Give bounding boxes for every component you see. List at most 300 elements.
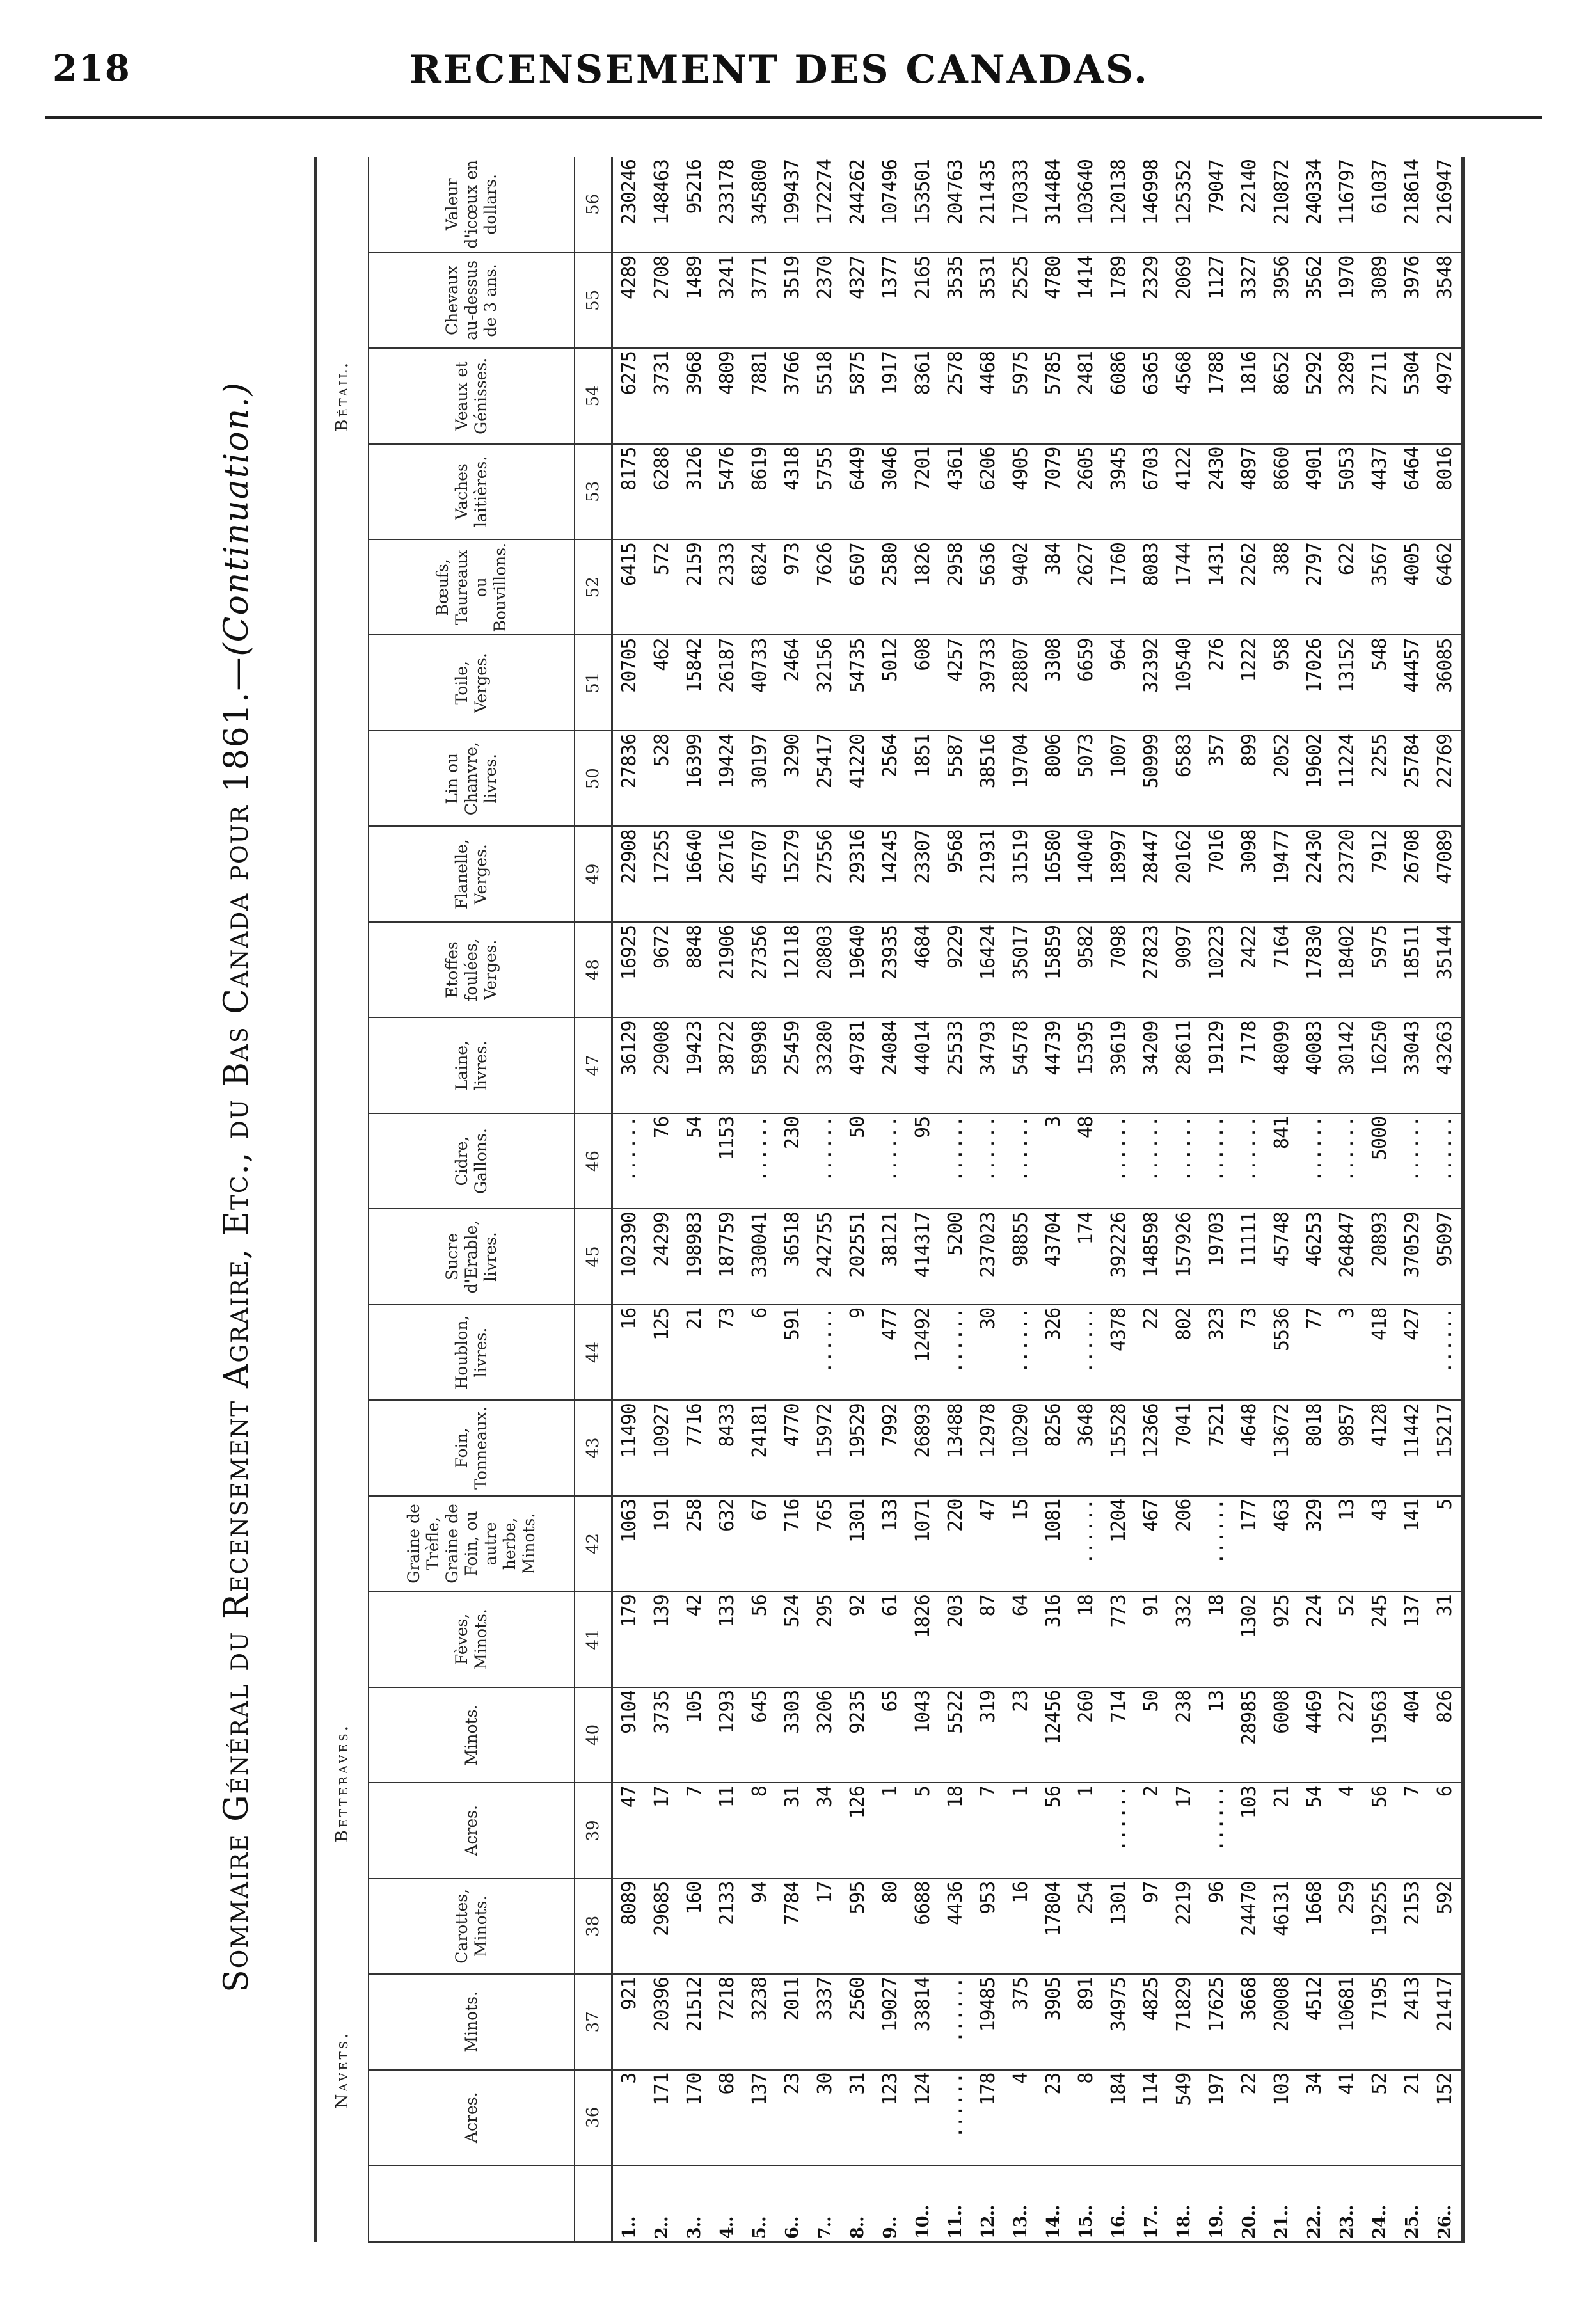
table-cell: 477 [874, 1305, 907, 1400]
table-row [841, 157, 874, 2242]
table-cell: 2430 [1200, 444, 1233, 539]
table-cell: 8619 [743, 444, 776, 539]
table-cell: ...... [939, 1974, 972, 2069]
row-label: 14.. [1037, 2165, 1070, 2242]
table-cell: 1081 [1037, 1496, 1070, 1591]
table-cell: 8256 [1037, 1400, 1070, 1495]
table-cell: 105 [678, 1687, 711, 1783]
table-cell: 16250 [1363, 1017, 1396, 1113]
table-cell: 30 [809, 2070, 841, 2165]
row-label: 16.. [1102, 2165, 1135, 2242]
table-cell: 26708 [1396, 826, 1429, 921]
table-cell: 40083 [1298, 1017, 1331, 1113]
table-cell: 11224 [1331, 731, 1363, 826]
table-cell: 8 [743, 1783, 776, 1878]
table-row [1233, 157, 1266, 2242]
table-cell: 5304 [1396, 348, 1429, 443]
table-cell: 133 [711, 1591, 743, 1687]
column-header-41: Fèves, Minots. [369, 1591, 575, 1687]
table-row [1168, 157, 1200, 2242]
table-cell: 925 [1266, 1591, 1298, 1687]
table-cell: 10927 [646, 1400, 678, 1495]
table-cell: 18 [939, 1783, 972, 1878]
table-cell: 7 [678, 1783, 711, 1878]
table-cell: 3337 [809, 1974, 841, 2069]
table-cell: 375 [1004, 1974, 1037, 2069]
table-cell: 32392 [1135, 635, 1168, 731]
table-cell: 16580 [1037, 826, 1070, 921]
row-label: 5.. [743, 2165, 776, 2242]
column-header-37: Minots. [369, 1974, 575, 2069]
table-cell: 7784 [776, 1879, 809, 1974]
table-cell: 21512 [678, 1974, 711, 2069]
table-cell: 4318 [776, 444, 809, 539]
table-cell: 198983 [678, 1209, 711, 1304]
table-row [874, 157, 907, 2242]
table-cell: 19529 [841, 1400, 874, 1495]
table-cell: 6365 [1135, 348, 1168, 443]
table-cell: 25533 [939, 1017, 972, 1113]
table-cell: ...... [1396, 1113, 1429, 1209]
table-cell: 3 [612, 2070, 646, 2165]
group-betteraves: Betteraves. [315, 1687, 369, 1879]
table-cell: 42 [678, 1591, 711, 1687]
table-cell: 891 [1070, 1974, 1102, 2069]
table-cell: 572 [646, 539, 678, 635]
table-cell: 16 [612, 1305, 646, 1400]
column-label-row [369, 157, 575, 2242]
table-cell: 8006 [1037, 731, 1070, 826]
table-cell: 11442 [1396, 1400, 1429, 1495]
table-cell: 48099 [1266, 1017, 1298, 1113]
table-cell: 203 [939, 1591, 972, 1687]
table-cell: 622 [1331, 539, 1363, 635]
table-cell: 2627 [1070, 539, 1102, 635]
table-cell: 45748 [1266, 1209, 1298, 1304]
column-number-50: 50 [575, 731, 612, 826]
table-cell: 30142 [1331, 1017, 1363, 1113]
page-number: 218 [52, 47, 131, 90]
table-cell: 7521 [1200, 1400, 1233, 1495]
table-cell: ...... [1168, 1113, 1200, 1209]
table-cell: 46253 [1298, 1209, 1331, 1304]
column-header-42: Graine de Trèfle, Graine de Foin, ou autre herbe, Minots. [369, 1496, 575, 1591]
table-cell: 44739 [1037, 1017, 1070, 1113]
table-cell: 25784 [1396, 731, 1429, 826]
table-cell: 211435 [972, 157, 1004, 253]
table-cell: 19602 [1298, 731, 1331, 826]
table-cell: 3519 [776, 253, 809, 348]
table-cell: 139 [646, 1591, 678, 1687]
table-cell: ...... [1200, 1783, 1233, 1878]
table-cell: 22 [1233, 2070, 1266, 2165]
table-cell: 12492 [907, 1305, 939, 1400]
table-cell: 16424 [972, 922, 1004, 1017]
table-cell: 3206 [809, 1687, 841, 1783]
table-row [1363, 157, 1396, 2242]
table-cell: 206 [1168, 1496, 1200, 1591]
table-cell: 34975 [1102, 1974, 1135, 2069]
table-cell: 5053 [1331, 444, 1363, 539]
table-row [1396, 157, 1429, 2242]
table-cell: 30197 [743, 731, 776, 826]
table-row [809, 157, 841, 2242]
table-cell: 34793 [972, 1017, 1004, 1113]
table-cell: 21 [678, 1305, 711, 1400]
table-cell: 2262 [1233, 539, 1266, 635]
table-cell: 3241 [711, 253, 743, 348]
table-cell: 463 [1266, 1496, 1298, 1591]
table-cell: 41220 [841, 731, 874, 826]
row-label: 8.. [841, 2165, 874, 2242]
table-cell: 13488 [939, 1400, 972, 1495]
table-cell: 6206 [972, 444, 1004, 539]
table-cell: 645 [743, 1687, 776, 1783]
column-number-49: 49 [575, 826, 612, 921]
table-cell: 91 [1135, 1591, 1168, 1687]
table-cell: 12978 [972, 1400, 1004, 1495]
table-cell: 47 [972, 1496, 1004, 1591]
table-cell: 79047 [1200, 157, 1233, 253]
table-cell: 3098 [1233, 826, 1266, 921]
table-cell: 316 [1037, 1591, 1070, 1687]
column-header-40: Minots. [369, 1687, 575, 1783]
table-cell: 160 [678, 1879, 711, 1974]
column-number-54: 54 [575, 348, 612, 443]
table-cell: 3290 [776, 731, 809, 826]
table-cell: 7992 [874, 1400, 907, 1495]
table-cell: 18997 [1102, 826, 1135, 921]
table-cell: 15 [1004, 1496, 1037, 1591]
table-cell: 171 [646, 2070, 678, 2165]
table-cell: 28611 [1168, 1017, 1200, 1113]
table-cell: 6275 [612, 348, 646, 443]
running-title: RECENSEMENT DES CANADAS. [409, 47, 1149, 92]
table-row [972, 157, 1004, 2242]
table-cell: 4361 [939, 444, 972, 539]
table-cell: ...... [1331, 1113, 1363, 1209]
table-row [711, 157, 743, 2242]
table-cell: 64 [1004, 1591, 1037, 1687]
table-row [1298, 157, 1331, 2242]
table-cell: 148598 [1135, 1209, 1168, 1304]
table-cell: 9672 [646, 922, 678, 1017]
table-cell: 103 [1266, 2070, 1298, 2165]
row-label: 25.. [1396, 2165, 1429, 2242]
table-cell: 9104 [612, 1687, 646, 1783]
table-cell: ...... [1102, 1113, 1135, 1209]
table-cell: 2052 [1266, 731, 1298, 826]
table-cell: 40733 [743, 635, 776, 731]
table-cell: ...... [1070, 1496, 1102, 1591]
table-cell: 233178 [711, 157, 743, 253]
table-cell: 120138 [1102, 157, 1135, 253]
column-header-54: Veaux et Génisses. [369, 348, 575, 443]
row-label: 7.. [809, 2165, 841, 2242]
table-cell: 36129 [612, 1017, 646, 1113]
table-cell: 7218 [711, 1974, 743, 2069]
table-cell: 2422 [1233, 922, 1266, 1017]
table-cell: 157926 [1168, 1209, 1200, 1304]
table-cell: 314484 [1037, 157, 1070, 253]
table-cell: 4825 [1135, 1974, 1168, 2069]
table-cell: 15217 [1429, 1400, 1463, 1495]
table-cell: 27823 [1135, 922, 1168, 1017]
table-cell: 125352 [1168, 157, 1200, 253]
table-cell: 258 [678, 1496, 711, 1591]
table-cell: 21906 [711, 922, 743, 1017]
table-cell: 2 [1135, 1783, 1168, 1878]
table-cell: 8848 [678, 922, 711, 1017]
table-cell: 8433 [711, 1400, 743, 1495]
column-number-45: 45 [575, 1209, 612, 1304]
table-cell: 61 [874, 1591, 907, 1687]
table-cell: 1826 [907, 1591, 939, 1687]
column-number-43: 43 [575, 1400, 612, 1495]
table-cell: 4436 [939, 1879, 972, 1974]
table-cell: 6462 [1429, 539, 1463, 635]
table-cell: 148463 [646, 157, 678, 253]
table-cell: 14040 [1070, 826, 1102, 921]
table-cell: 8361 [907, 348, 939, 443]
table-cell: 16399 [678, 731, 711, 826]
table-row [776, 157, 809, 2242]
table-cell: 20396 [646, 1974, 678, 2069]
table-cell: 2069 [1168, 253, 1200, 348]
table-cell: 4289 [612, 253, 646, 348]
table-cell: 10290 [1004, 1400, 1037, 1495]
table-cell: 4469 [1298, 1687, 1331, 1783]
table-cell: 50 [841, 1113, 874, 1209]
table-cell: 29685 [646, 1879, 678, 1974]
table-cell: 12118 [776, 922, 809, 1017]
group-header-row [315, 157, 369, 2242]
table-cell: 3 [1037, 1113, 1070, 1209]
table-cell: 1071 [907, 1496, 939, 1591]
table-cell: 6008 [1266, 1687, 1298, 1783]
table-cell: 1302 [1233, 1591, 1266, 1687]
table-cell: 31 [1429, 1591, 1463, 1687]
table-cell: 3 [1331, 1305, 1363, 1400]
table-cell: 95 [907, 1113, 939, 1209]
column-header-45: Sucre d'Erable, livres. [369, 1209, 575, 1304]
table-cell: 19255 [1363, 1879, 1396, 1974]
table-cell: 1301 [1102, 1879, 1135, 1974]
table-cell: 19027 [874, 1974, 907, 2069]
table-cell: 591 [776, 1305, 809, 1400]
column-number-48: 48 [575, 922, 612, 1017]
table-cell: 9 [841, 1305, 874, 1400]
table-cell: 3968 [678, 348, 711, 443]
table-cell: 102390 [612, 1209, 646, 1304]
table-cell: 18511 [1396, 922, 1429, 1017]
column-number-row [575, 157, 612, 2242]
table-cell: 345800 [743, 157, 776, 253]
table-cell: 67 [743, 1496, 776, 1591]
table-cell: 19424 [711, 731, 743, 826]
column-number-53: 53 [575, 444, 612, 539]
table-cell: 4648 [1233, 1400, 1266, 1495]
table-cell: 5636 [972, 539, 1004, 635]
table-cell: 548 [1363, 635, 1396, 731]
table-cell: 5518 [809, 348, 841, 443]
table-cell: 41 [1331, 2070, 1363, 2165]
table-cell: 1204 [1102, 1496, 1135, 1591]
table-cell: 54 [1298, 1783, 1331, 1878]
table-cell: 43263 [1429, 1017, 1463, 1113]
table-cell: 12456 [1037, 1687, 1070, 1783]
table-cell: 1153 [711, 1113, 743, 1209]
table-cell: 1 [1004, 1783, 1037, 1878]
table-cell: 1063 [612, 1496, 646, 1591]
table-cell: 9235 [841, 1687, 874, 1783]
table-cell: 259 [1331, 1879, 1363, 1974]
table-cell: 3766 [776, 348, 809, 443]
table-cell: 6 [743, 1305, 776, 1400]
table-cell: 608 [907, 635, 939, 731]
table-cell: 56 [1363, 1783, 1396, 1878]
table-cell: 19703 [1200, 1209, 1233, 1304]
table-cell: 77 [1298, 1305, 1331, 1400]
column-header-51: Toile, Verges. [369, 635, 575, 731]
table-cell: 19485 [972, 1974, 1004, 2069]
table-cell: 87 [972, 1591, 1004, 1687]
column-header-48: Etoffes foulées, Verges. [369, 922, 575, 1017]
table-cell: 35144 [1429, 922, 1463, 1017]
table-cell: 549 [1168, 2070, 1200, 2165]
table-cell: 23307 [907, 826, 939, 921]
table-cell: 24299 [646, 1209, 678, 1304]
row-label-header [369, 2165, 575, 2242]
table-cell: 5536 [1266, 1305, 1298, 1400]
table-cell: 4512 [1298, 1974, 1331, 2069]
table-cell: 48 [1070, 1113, 1102, 1209]
table-cell: 23720 [1331, 826, 1363, 921]
table-cell: 2165 [907, 253, 939, 348]
column-header-56: Valeur d'icœux en dollars. [369, 157, 575, 253]
table-cell: ...... [1070, 1305, 1102, 1400]
table-cell: 26187 [711, 635, 743, 731]
table-cell: 1377 [874, 253, 907, 348]
table-cell: 4684 [907, 922, 939, 1017]
table-cell: 4568 [1168, 348, 1200, 443]
table-cell: 1 [1070, 1783, 1102, 1878]
table-cell: 19640 [841, 922, 874, 1017]
table-cell: 13672 [1266, 1400, 1298, 1495]
table-cell: 260 [1070, 1687, 1102, 1783]
table-cell: 388 [1266, 539, 1298, 635]
table-cell: 6288 [646, 444, 678, 539]
table-cell: 15279 [776, 826, 809, 921]
table-cell: 528 [646, 731, 678, 826]
table-cell: 17625 [1200, 1974, 1233, 2069]
table-cell: 392226 [1102, 1209, 1135, 1304]
table-cell: 10223 [1200, 922, 1233, 1017]
table-cell: 5073 [1070, 731, 1102, 826]
column-number-51: 51 [575, 635, 612, 731]
table-cell: 8018 [1298, 1400, 1331, 1495]
row-label: 13.. [1004, 2165, 1037, 2242]
table-cell: 19129 [1200, 1017, 1233, 1113]
table-row [1070, 157, 1102, 2242]
table-cell: 7016 [1200, 826, 1233, 921]
table-cell: 94 [743, 1879, 776, 1974]
table-cell: 19704 [1004, 731, 1037, 826]
table-cell: 197 [1200, 2070, 1233, 2165]
table-cell: 4128 [1363, 1400, 1396, 1495]
table-cell: 1668 [1298, 1879, 1331, 1974]
table-cell: 921 [612, 1974, 646, 2069]
table-cell: ...... [809, 1305, 841, 1400]
table-cell: 592 [1429, 1879, 1463, 1974]
rotated-table-region [218, 131, 1588, 2243]
table-cell: 330041 [743, 1209, 776, 1304]
table-cell: 15859 [1037, 922, 1070, 1017]
column-number-42: 42 [575, 1496, 612, 1591]
table-cell: 254 [1070, 1879, 1102, 1974]
table-cell: 199437 [776, 157, 809, 253]
table-cell: 3535 [939, 253, 972, 348]
row-label: 15.. [1070, 2165, 1102, 2242]
table-cell: 2133 [711, 1879, 743, 1974]
table-cell: 8083 [1135, 539, 1168, 635]
table-cell: 9402 [1004, 539, 1037, 635]
table-cell: 5476 [711, 444, 743, 539]
table-cell: 24181 [743, 1400, 776, 1495]
table-cell: 4 [1004, 2070, 1037, 2165]
table-cell: 184 [1102, 2070, 1135, 2165]
table-cell: 4122 [1168, 444, 1200, 539]
table-cell: 10681 [1331, 1974, 1363, 2069]
table-cell: 123 [874, 2070, 907, 2165]
table-cell: 43 [1363, 1496, 1396, 1591]
row-label: 2.. [646, 2165, 678, 2242]
table-cell: 4901 [1298, 444, 1331, 539]
row-label: 10.. [907, 2165, 939, 2242]
table-cell: 3648 [1070, 1400, 1102, 1495]
table-cell: 3308 [1037, 635, 1070, 731]
column-header-36: Acres. [369, 2070, 575, 2165]
table-cell: 6703 [1135, 444, 1168, 539]
table-cell: 3735 [646, 1687, 678, 1783]
table-cell: 2011 [776, 1974, 809, 2069]
table-cell: 7626 [809, 539, 841, 635]
table-cell: ...... [939, 1305, 972, 1400]
table-cell: 14245 [874, 826, 907, 921]
table-cell: 2958 [939, 539, 972, 635]
table-cell: 11 [711, 1783, 743, 1878]
table-cell: 7716 [678, 1400, 711, 1495]
table-cell: ...... [1135, 1113, 1168, 1209]
table-cell: ...... [612, 1113, 646, 1209]
table-cell: 65 [874, 1687, 907, 1783]
table-cell: 2564 [874, 731, 907, 826]
table-cell: 49781 [841, 1017, 874, 1113]
table-cell: 242755 [809, 1209, 841, 1304]
table-cell: 2711 [1363, 348, 1396, 443]
table-cell: 5975 [1363, 922, 1396, 1017]
table-cell: 18 [1200, 1591, 1233, 1687]
row-label: 3.. [678, 2165, 711, 2242]
table-cell: 47 [612, 1783, 646, 1878]
table-cell: 2370 [809, 253, 841, 348]
table-cell: 23 [776, 2070, 809, 2165]
table-cell: 17255 [646, 826, 678, 921]
table-cell: 116797 [1331, 157, 1363, 253]
row-label: 9.. [874, 2165, 907, 2242]
table-cell: 238 [1168, 1687, 1200, 1783]
table-cell: 13 [1200, 1687, 1233, 1783]
